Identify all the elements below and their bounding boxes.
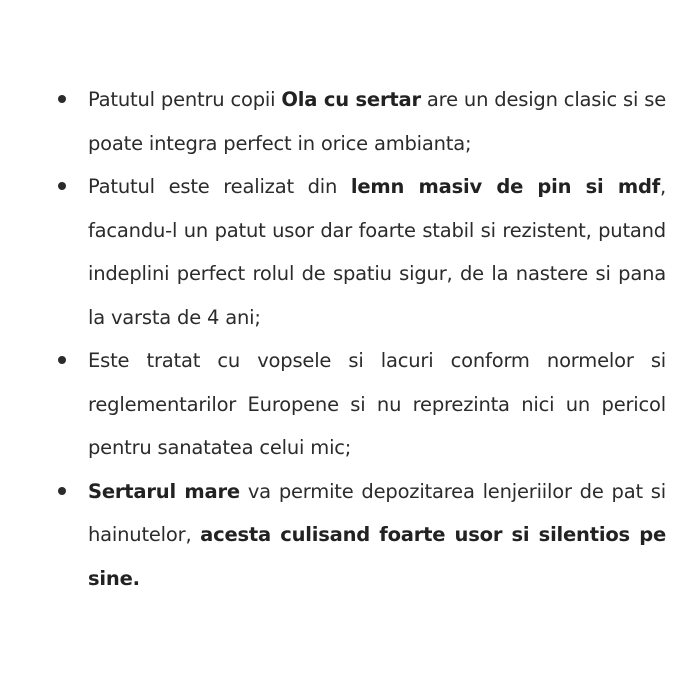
feature-text-bold: Ola cu sertar — [281, 88, 421, 111]
bullet-icon — [58, 356, 66, 364]
feature-text-bold: acesta culisand foarte usor si silentios pe sine. — [88, 523, 666, 590]
feature-item — [56, 339, 666, 470]
feature-text-bold: Sertarul mare — [88, 479, 240, 503]
product-description — [56, 78, 666, 600]
feature-text: Este tratat cu vopsele si lacuri conform normelor si reglementarilor Europene si nu reprezinta nici un pericol pentru sanatatea celui mic; — [88, 349, 666, 459]
bullet-icon — [58, 95, 66, 103]
feature-text-bold: lemn masiv de pin si mdf — [350, 175, 661, 198]
feature-list — [56, 78, 666, 600]
feature-text: , facandu-l un patut usor dar foarte stabil si rezistent, putand indeplini perfect rolul de spatiu sigur, de la nastere si pana la varsta de 4 ani; — [88, 175, 667, 329]
feature-text: are un design clasic si se poate integra perfect in orice ambianta; — [88, 88, 666, 155]
feature-text: Patutul pentru copii — [88, 88, 282, 111]
bullet-icon — [58, 487, 66, 495]
feature-text: va permite depozitarea lenjeriilor de pat si hainutelor, — [88, 479, 666, 546]
feature-item — [56, 470, 666, 601]
feature-text: Patutul este realizat din — [88, 175, 351, 198]
feature-item — [56, 78, 666, 165]
feature-item — [56, 165, 666, 339]
bullet-icon — [58, 182, 66, 190]
